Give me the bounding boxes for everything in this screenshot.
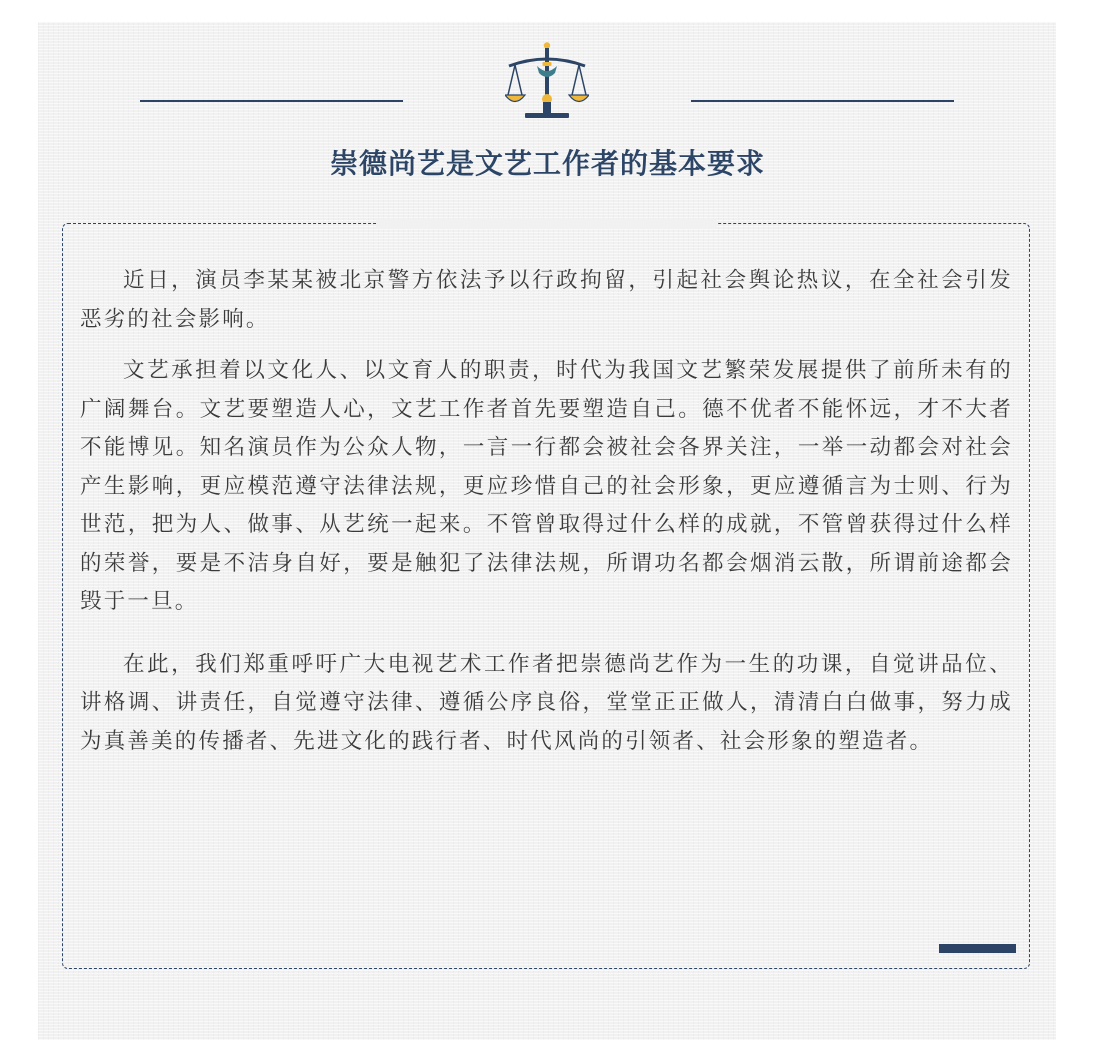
corner-accent-bar [939, 944, 1016, 953]
paragraph-3: 在此，我们郑重呼吁广大电视艺术工作者把崇德尚艺作为一生的功课，自觉讲品位、讲格调、讲责任，自觉遵守法律、遵循公序良俗，堂堂正正做人，清清白白做事，努力成为真善美的传播者、先进文化的践行者、时代风尚的引领者、社会形象的塑造者。 [80, 651, 1013, 754]
paragraph-2: 文艺承担着以文化人、以文育人的职责，时代为我国文艺繁荣发展提供了前所未有的广阔舞台。文艺要塑造人心，文艺工作者首先要塑造自己。德不优者不能怀远，才不大者不能博见。知名演员作为公众人物，一言一行都会被社会各界关注，一举一动都会对社会产生影响，更应模范遵守法律法规，更应珍惜自己的社会形象，更应遵循言为士则、行为世范，把为人、做事、从艺统一起来。不管曾取得过什么样的成就，不管曾获得过什么样的荣誉，要是不洁身自好，要是触犯了法律法规，所谓功名都会烟消云散，所谓前途都会毁于一旦。 [80, 358, 1013, 614]
header-rule-left [140, 100, 403, 102]
page-title: 崇德尚艺是文艺工作者的基本要求 [329, 147, 765, 180]
frame-top-gap [376, 219, 717, 229]
paragraph-1: 近日，演员李某某被北京警方依法予以行政拘留，引起社会舆论热议，在全社会引发恶劣的社会影响。 [80, 268, 1013, 332]
scales-of-justice-icon [505, 42, 589, 122]
header-rule-right [691, 100, 954, 102]
article-body [80, 262, 1013, 761]
